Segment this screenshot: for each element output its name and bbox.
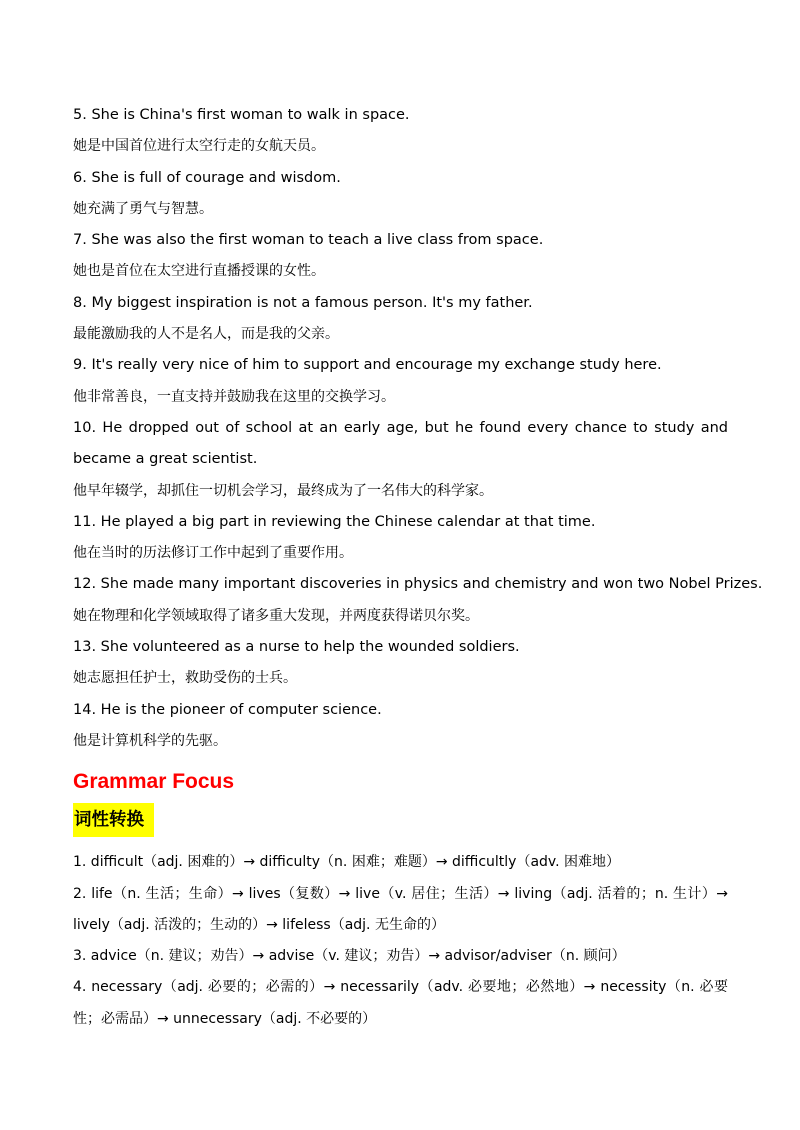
- sentence-zh-8: 最能激励我的人不是名人，而是我的父亲。: [73, 326, 339, 343]
- subheading-container: [73, 803, 728, 839]
- sentence-zh-11: 他在当时的历法修订工作中起到了重要作用。: [73, 545, 353, 562]
- sentence-en-11: 11. He played a big part in reviewing the Chinese calendar at that time.: [73, 513, 596, 530]
- grammar-focus-heading: Grammar Focus: [73, 770, 235, 794]
- sentence-en-13: 13. She volunteered as a nurse to help the wounded soldiers.: [73, 639, 520, 656]
- sentence-zh-13: 她志愿担任护士，救助受伤的士兵。: [73, 670, 297, 687]
- sentence-zh-5: 她是中国首位进行太空行走的女航天员。: [73, 138, 325, 155]
- grammar-item-1: 1. difficult（adj. 困难的）→ difficulty（n. 困难；难题）→ difficultly（adv. 困难地）: [73, 854, 621, 871]
- word-conversion-subheading: 词性转换: [73, 803, 154, 837]
- sentence-zh-10: 他早年辍学，却抓住一切机会学习，最终成为了一名伟大的科学家。: [73, 482, 493, 499]
- sentence-en-12: 12. She made many important discoveries in physics and chemistry and won two Nobel Prizes.: [73, 576, 763, 593]
- grammar-item-3: 3. advice（n. 建议；劝告）→ advise（v. 建议；劝告）→ advisor/adviser（n. 顾问）: [73, 948, 626, 965]
- sentence-en-7: 7. She was also the first woman to teach a live class from space.: [73, 232, 544, 249]
- sentence-en-9: 9. It's really very nice of him to support and encourage my exchange study here.: [73, 357, 662, 374]
- sentence-en-8: 8. My biggest inspiration is not a famous person. It's my father.: [73, 294, 533, 311]
- sentence-en-14: 14. He is the pioneer of computer science.: [73, 701, 382, 718]
- grammar-item-4: 4. necessary（adj. 必要的；必需的）→ necessarily（adv. 必要地；必然地）→ necessity（n. 必要性；必需品）→ unnecessary（adj. 不必要的）: [73, 979, 728, 1027]
- grammar-item-2: 2. life（n. 生活；生命）→ lives（复数）→ live（v. 居住；生活）→ living（adj. 活着的；n. 生计）→ lively（adj. 活泼的；生动的）→ lifeless（adj. 无生命的）: [73, 885, 728, 933]
- sentence-en-10: 10. He dropped out of school at an early age, but he found every chance to study and became a great scientist.: [73, 419, 728, 468]
- sentence-zh-12: 她在物理和化学领域取得了诸多重大发现，并两度获得诺贝尔奖。: [73, 607, 479, 624]
- document-page: [73, 100, 763, 1035]
- sentence-zh-9: 他非常善良，一直支持并鼓励我在这里的交换学习。: [73, 388, 395, 405]
- sentence-en-5: 5. She is China's first woman to walk in space.: [73, 107, 410, 123]
- sentence-en-6: 6. She is full of courage and wisdom.: [73, 169, 341, 186]
- sentence-zh-6: 她充满了勇气与智慧。: [73, 200, 213, 217]
- sentence-zh-14: 他是计算机科学的先驱。: [73, 732, 227, 749]
- sentence-zh-7: 她也是首位在太空进行直播授课的女性。: [73, 263, 325, 280]
